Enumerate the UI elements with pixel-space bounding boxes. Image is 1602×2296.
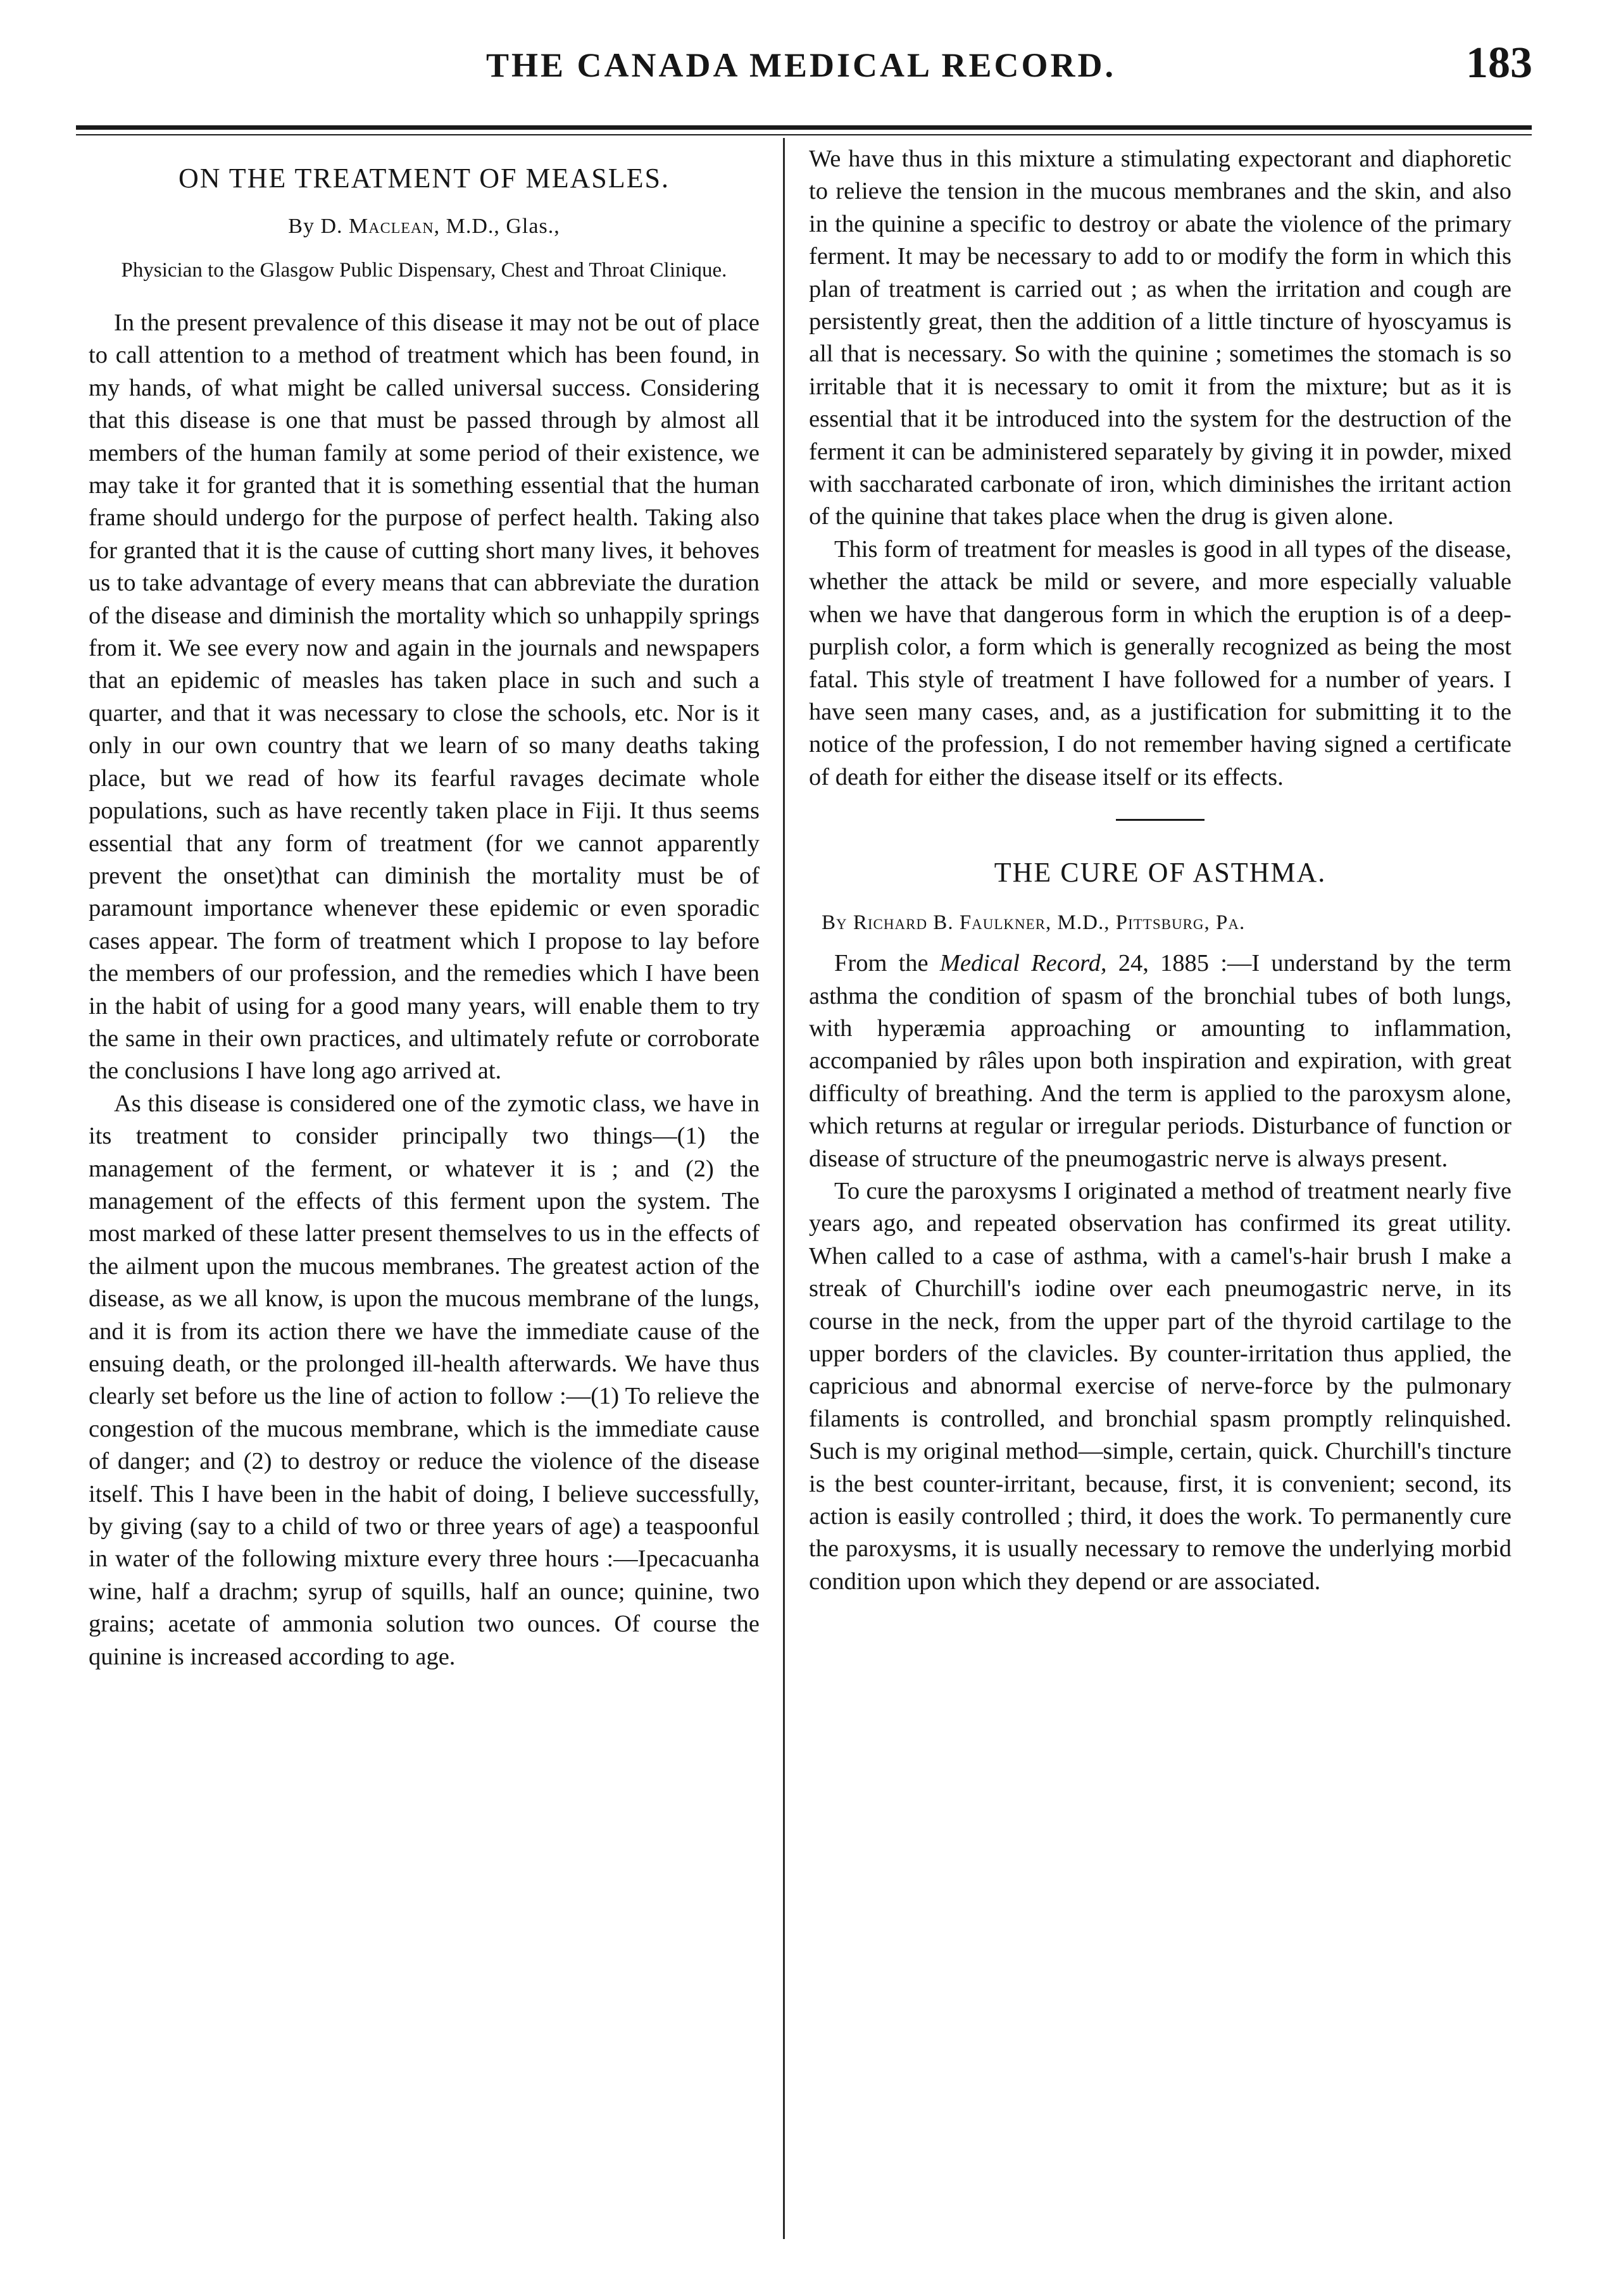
measles-byline bbox=[89, 215, 760, 239]
header-rule-thin bbox=[76, 134, 1532, 135]
right-column bbox=[809, 143, 1511, 2258]
measles-paragraph-2: As this disease is considered one of the zymotic class, we have in its treatment to consider principally two things—(1) the management of the ferment, or whatever it is ; and (2) the management of the effects of this ferment upon the system. The most marked of these latter present themselves to us in the effects of the ailment upon the mucous membranes. The greatest action of the disease, as we all know, is upon the mucous membrane of the lungs, and it is from its action there we have the immediate cause of the ensuing death, or the prolonged ill-health afterwards. We have thus clearly set before us the line of action to follow :—(1) To relieve the congestion of the mucous membrane, which is the immediate cause of danger; and (2) to destroy or reduce the violence of the disease itself. This I have been in the habit of doing, I believe successfully, by giving (say to a child of two or three years of age) a teaspoonful in water of the following mixture every three hours :—Ipecacuanha wine, half a drachm; syrup of squills, half an ounce; quinine, two grains; acetate of ammonia solution two ounces. Of course the quinine is increased according to age. bbox=[89, 1090, 760, 1670]
author-affiliation: Physician to the Glasgow Public Dispensary, Chest and Throat Clinique. bbox=[121, 259, 727, 282]
section-separator bbox=[1116, 819, 1205, 821]
asthma-intro-prefix: From the bbox=[834, 950, 929, 977]
measles-article-title: ON THE TREATMENT OF MEASLES. bbox=[178, 163, 670, 194]
left-column bbox=[89, 143, 760, 2258]
header-rule-thick bbox=[76, 125, 1532, 130]
asthma-intro-text: 24, 1885 :—I understand by the term asthma the condition of spasm of the bronchial tubes of both lungs, with hyperæmia approaching or amounting to inflammation, accompanied by râles upon both inspiration and expiration, with great difficulty of breathing. And the term is applied to the paroxysm alone, which returns at regular or irregular periods. Disturbance of function or disease of structure of the pneumogastric nerve is always present. bbox=[809, 950, 1512, 1172]
measles-paragraph-1: In the present prevalence of this disease it may not be out of place to call attention to a method of treatment which has been found, in my hands, of what might be called universal success. Considering that this disease is one that must be passed through by almost all members of the human family at some period of their existence, we may take it for granted that it is something essential that the human frame should undergo for the purpose of perfect health. Taking also for granted that it is the cause of cutting short many lives, it behoves us to take advantage of every means that can abbreviate the duration of the disease and diminish the mortality which so unhappily springs from it. We see every now and again in the journals and newspapers that an epidemic of measles has taken place in such and such a quarter, and that it was necessary to close the schools, etc. Nor is it only in our own country that we learn of so many deaths taking place, but we read of how its fearful ravages decimate whole populations, such as have recently taken place in Fiji. It thus seems essential that any form of treatment (for we cannot apparently prevent the onset)that can diminish the mortality must be of paramount importance whenever these epidemic or even sporadic cases appear. The form of treatment which I propose to lay before the members of our profession, and the remedies which I have been in the habit of using for a good many years, will enable them to try the same in their own practices, and ultimately refute or corroborate the conclusions I have long ago arrived at. bbox=[89, 309, 760, 1085]
asthma-byline: By Richard B. Faulkner, M.D., Pittsburg, Pa. bbox=[822, 911, 1246, 935]
asthma-paragraph-2: To cure the paroxysms I originated a method of treatment nearly five years ago, and repeated observation has confirmed its great utility. When called to a case of asthma, with a camel's-hair brush I make a streak of Churchill's iodine over each pneumogastric nerve, in its course in the neck, from the upper part of the thyroid cartilage to the upper borders of the clavicles. By counter-irritation thus applied, the capricious and abnormal exercise of nerve-force by the pulmonary filaments is controlled, and bronchial spasm promptly relinquished. Such is my original method—simple, certain, quick. Churchill's tincture is the best counter-irritant, because, first, it is convenient; second, its action is easily controlled ; third, it does the work. To permanently cure the paroxysms, it is usually necessary to remove the underlying morbid condition upon which they depend or are associated. bbox=[809, 1177, 1511, 1595]
column-divider bbox=[783, 138, 785, 2239]
byline-prefix: By D. bbox=[288, 215, 343, 238]
author-credentials: , M.D., Glas., bbox=[434, 215, 560, 238]
running-header bbox=[70, 38, 1532, 95]
author-name: Maclean bbox=[349, 215, 434, 238]
measles-conclusion-paragraph: This form of treatment for measles is good in all types of the disease, whether the attack be mild or severe, and more especially valuable when we have that dangerous form in which the eruption is of a deep-purplish color, a form which is generally recognized as being the most fatal. This style of treatment I have followed for a number of years. I have seen many cases, and, as a justification for submitting it to the notice of the profession, I do not remember having signed a certificate of death for either the disease itself or its effects. bbox=[809, 535, 1511, 790]
asthma-source-journal: Medical Record, bbox=[939, 950, 1107, 977]
asthma-article-title: THE CURE OF ASTHMA. bbox=[994, 857, 1327, 889]
page-number: 183 bbox=[1466, 39, 1532, 87]
asthma-paragraph-1 bbox=[809, 947, 1511, 1175]
journal-title: THE CANADA MEDICAL RECORD. bbox=[485, 46, 1117, 84]
measles-continuation-paragraph: We have thus in this mixture a stimulating expectorant and diaphoretic to relieve the tension in the mucous membranes and the skin, and also in the quinine a specific to destroy or abate the violence of the primary ferment. It may be necessary to add to or modify the form in which this plan of treatment is carried out ; as when the irritation and cough are persistently great, then the addition of a little tincture of hyoscyamus is all that is necessary. So with the quinine ; sometimes the stomach is so irritable that it is necessary to omit it from the mixture; but as it is essential that it be introduced into the system for the destruction of the ferment it can be administered separately by giving it in powder, mixed with saccharated carbonate of iron, which diminishes the irritant action of the quinine that takes place when the drug is given alone. bbox=[809, 146, 1511, 530]
